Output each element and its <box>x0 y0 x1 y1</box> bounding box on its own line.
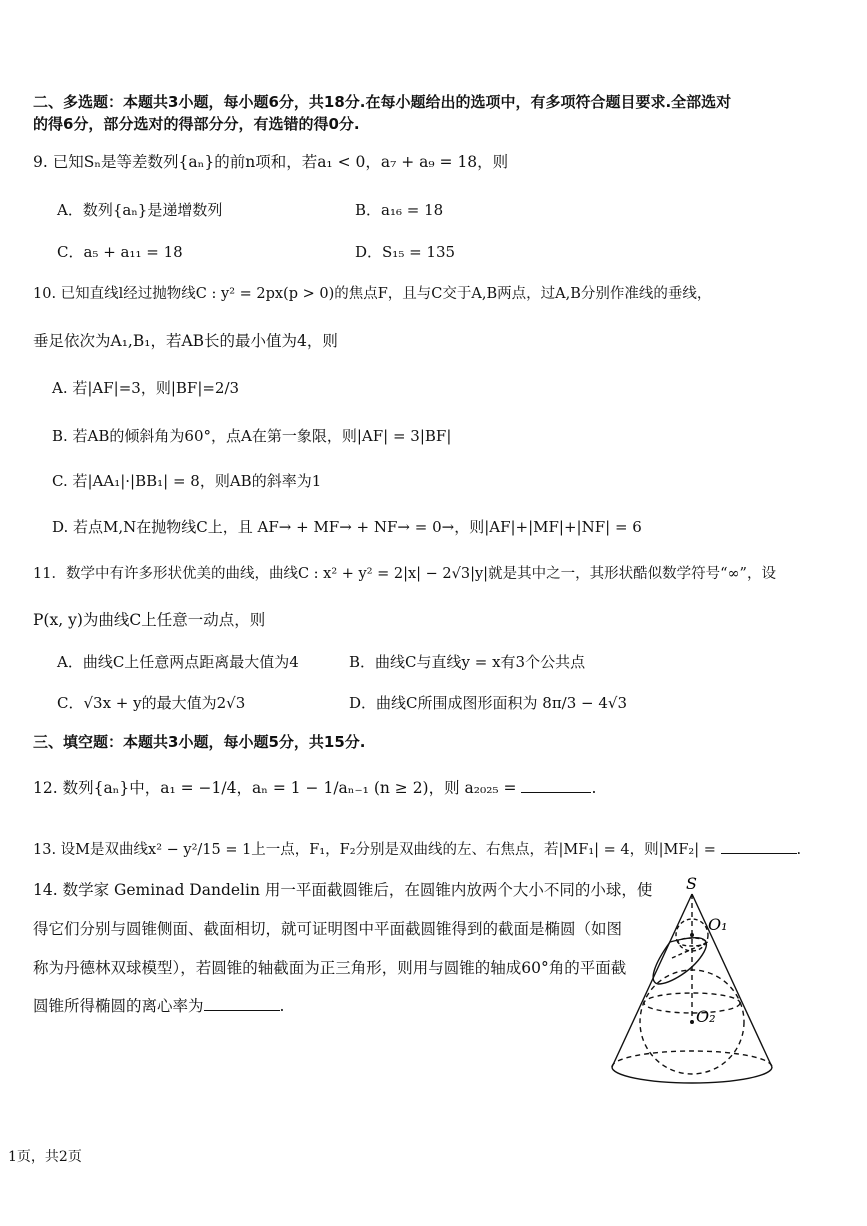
question-11-stem-line2: P(x, y)为曲线C上任意一动点，则 <box>33 611 266 629</box>
question-14-line1: 14. 数学家 Geminad Dandelin 用一平面截圆锥后，在圆锥内放两个大小不同的小球，使 <box>33 881 653 899</box>
question-13-stem: 13. 设M是双曲线x² − y²/15 = 1上一点，F₁，F₂分别是双曲线的左、右焦点，若|MF₁| = 4，则|MF₂| = <box>33 842 716 858</box>
question-14-line3: 称为丹德林双球模型），若圆锥的轴截面为正三角形，则用与圆锥的轴成60°角的平面截 <box>33 959 627 977</box>
page-footer: 1页，共2页 <box>8 1149 82 1165</box>
question-9-option-a: A．数列{aₙ}是递增数列 <box>57 201 223 219</box>
label-s: S <box>686 874 697 893</box>
cone-base-back <box>612 1051 772 1067</box>
question-10-option-d: D. 若点M,N在抛物线C上，且 AF→ + MF→ + NF→ = 0→，则|AF|+|MF|+|NF| = 6 <box>52 518 642 536</box>
label-o1: O₁ <box>708 915 728 934</box>
question-10-stem-line2: 垂足依次为A₁,B₁，若AB长的最小值为4，则 <box>33 332 338 350</box>
cone-base-front <box>612 1067 772 1083</box>
question-11-option-d: D．曲线C所围成图形面积为 8π/3 − 4√3 <box>349 694 628 712</box>
question-11-option-a: A．曲线C上任意两点距离最大值为4 <box>57 653 299 671</box>
question-11-stem-line1: 11．数学中有许多形状优美的曲线，曲线C : x² + y² = 2|x| − 2√3|y|就是其中之一，其形状酷似数学符号“∞”，设 <box>33 566 776 582</box>
question-14-line4: 圆锥所得椭圆的离心率为 . <box>33 997 285 1015</box>
question-10-option-c: C. 若|AA₁|·|BB₁| = 8，则AB的斜率为1 <box>52 472 322 490</box>
question-11-option-b: B．曲线C与直线y = x有3个公共点 <box>349 653 586 671</box>
answer-blank-14[interactable] <box>204 996 280 1011</box>
question-10-stem-line1: 10. 已知直线l经过抛物线C : y² = 2px(p > 0)的焦点F，且与C交于A,B两点，过A,B分别作准线的垂线， <box>33 286 712 302</box>
cone-left-side <box>612 894 692 1067</box>
question-9-option-d: D．S₁₅ = 135 <box>355 243 456 261</box>
cone-right-side <box>692 894 772 1067</box>
section2-heading-line2: 的得6分，部分选对的得部分分，有选错的得0分. <box>33 115 360 133</box>
section2-heading-line1: 二、多选题：本题共3小题，每小题6分，共18分.在每小题给出的选项中，有多项符合题目要求.全部选对 <box>33 93 732 111</box>
label-o2: O₂ <box>696 1007 716 1026</box>
question-14-line2: 得它们分别与圆锥侧面、截面相切，就可证明图中平面截圆锥得到的截面是椭圆（如图 <box>33 920 623 938</box>
question-9-option-c: C．a₅ + a₁₁ = 18 <box>57 243 183 261</box>
question-11-option-c: C．√3x + y的最大值为2√3 <box>57 694 246 712</box>
question-12-stem: 12. 数列{aₙ}中，a₁ = −1/4，aₙ = 1 − 1/aₙ₋₁ (n ≥ 2)，则 a₂₀₂₅ = <box>33 779 517 797</box>
question-9-stem: 9. 已知Sₙ是等差数列{aₙ}的前n项和，若a₁ < 0，a₇ + a₉ = 18，则 <box>33 153 509 171</box>
answer-blank-13[interactable] <box>721 839 797 854</box>
dandelin-spheres-figure <box>600 872 790 1097</box>
answer-blank-12[interactable] <box>521 778 591 793</box>
question-10-option-b: B. 若AB的倾斜角为60°，点A在第一象限，则|AF| = 3|BF| <box>52 427 452 445</box>
question-10-option-a: A. 若|AF|=3，则|BF|=2/3 <box>52 379 240 397</box>
question-14-line4-text: 圆锥所得椭圆的离心率为 <box>33 997 204 1015</box>
question-12: 12. 数列{aₙ}中，a₁ = −1/4，aₙ = 1 − 1/aₙ₋₁ (n ≥ 2)，则 a₂₀₂₅ = . <box>33 779 597 797</box>
point-o2 <box>690 1020 694 1024</box>
point-o1 <box>690 933 694 937</box>
question-13: 13. 设M是双曲线x² − y²/15 = 1上一点，F₁，F₂分别是双曲线的左、右焦点，若|MF₁| = 4，则|MF₂| = . <box>33 839 801 860</box>
question-9-option-b: B．a₁₆ = 18 <box>355 201 444 219</box>
section3-heading: 三、填空题：本题共3小题，每小题5分，共15分. <box>33 733 366 751</box>
